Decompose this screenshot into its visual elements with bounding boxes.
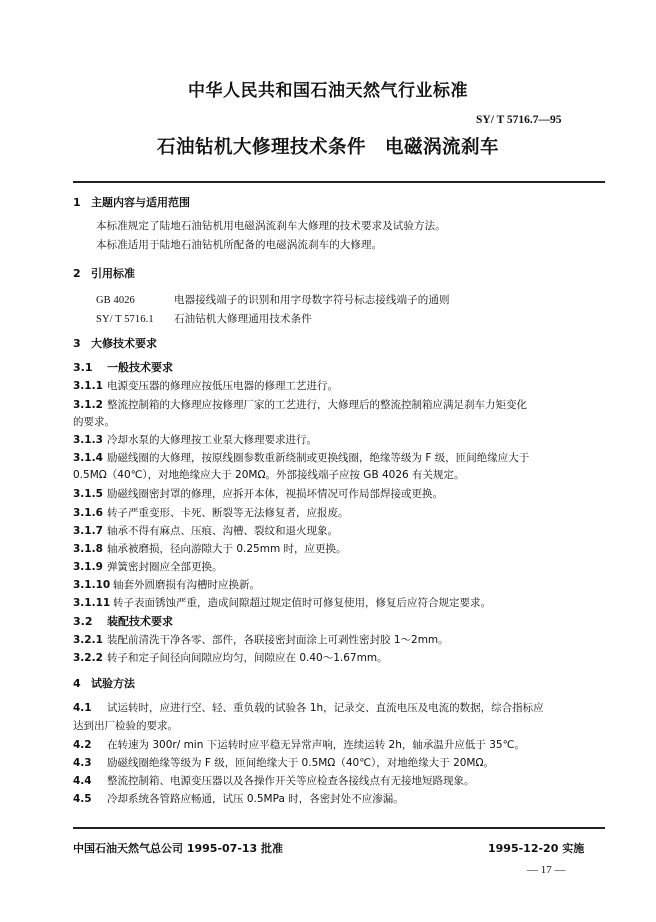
- standard-code: SY/ T 5716.7—95: [476, 114, 562, 126]
- bottom-divider: [73, 827, 605, 829]
- section-2-heading: [73, 265, 135, 281]
- clause-item: [73, 791, 404, 806]
- clause-number: 3.1.8: [73, 543, 103, 555]
- reference-title: 电器接线端子的识别和用字母数字符号标志接线端子的通则: [174, 294, 450, 306]
- section-1-paragraph: 本标准适用于陆地石油钻机所配备的电磁涡流刹车的大修理。: [96, 239, 383, 251]
- subsection-title: 一般技术要求: [107, 361, 173, 374]
- clause-number: 4.3: [73, 757, 92, 769]
- clause-number: 3.1.7: [73, 525, 103, 537]
- clause-number: 3.1.5: [73, 488, 103, 500]
- approval-statement: 中国石油天然气总公司 1995-07-13 批准: [73, 842, 284, 855]
- clause-number: 3.1.2: [73, 399, 103, 411]
- page-number: — 17 —: [527, 864, 566, 876]
- implementation-date: 1995-12-20 实施: [488, 842, 585, 855]
- clause-text: 试运转时，应进行空、轻、重负载的试验各 1h，记录交、直流电压及电流的数据，综合指标应: [107, 702, 544, 714]
- clause-item: [73, 559, 223, 574]
- clause-item: [73, 450, 529, 465]
- clause-text: 装配前清洗干净各零、部件，各联接密封面涂上可剥性密封胶 1～2mm。: [107, 634, 449, 646]
- reference-item: [96, 311, 312, 326]
- clause-continuation: 0.5MΩ（40℃），对地绝缘应大于 20MΩ。外部接线端子应按 GB 4026 有关规定。: [73, 469, 465, 481]
- clause-number: 4.1: [73, 702, 92, 714]
- section-1-paragraph: 本标准规定了陆地石油钻机用电磁涡流刹车大修理的技术要求及试验方法。: [96, 220, 446, 232]
- clause-text: 电源变压器的修理应按低压电器的修理工艺进行。: [107, 380, 338, 392]
- clause-item: [73, 378, 338, 393]
- clause-number: 4.4: [73, 775, 92, 787]
- clause-text: 整流控制箱、电源变压器以及各操作开关等应检查各接线点有无接地短路现象。: [107, 775, 475, 787]
- clause-item: [73, 595, 491, 610]
- top-divider: [73, 181, 605, 183]
- clause-item: [73, 577, 260, 592]
- clause-continuation: 达到出厂检验的要求。: [73, 720, 178, 732]
- clause-item: [73, 773, 475, 788]
- reference-title: 石油钻机大修理通用技术条件: [174, 313, 312, 325]
- clause-text: 转子严重变形、卡死、断裂等无法修复者，应报废。: [107, 507, 349, 519]
- subsection-heading: [73, 359, 173, 375]
- clause-text: 冷却水泵的大修理按工业泵大修理要求进行。: [107, 434, 317, 446]
- clause-number: 3.1.4: [73, 452, 103, 464]
- clause-text: 轴承不得有麻点、压痕、沟槽、裂纹和退火现象。: [107, 525, 338, 537]
- section-4-heading: [73, 675, 135, 691]
- clause-item: [73, 755, 494, 770]
- subsection-number: 3.2: [73, 615, 93, 628]
- clause-text: 轴承被磨损，径向游隙大于 0.25mm 时，应更换。: [107, 543, 347, 555]
- clause-item: [73, 486, 443, 501]
- clause-item: [73, 650, 388, 665]
- clause-item: [73, 541, 347, 556]
- reference-code: SY/ T 5716.1: [96, 314, 154, 325]
- clause-item: [73, 632, 449, 647]
- clause-number: 3.1.6: [73, 507, 103, 519]
- subsection-heading: [73, 613, 173, 629]
- clause-text: 弹簧密封圈应全部更换。: [107, 561, 223, 573]
- clause-number: 3.1.3: [73, 434, 103, 446]
- section-number: 3: [73, 337, 81, 350]
- section-number: 2: [73, 267, 81, 280]
- clause-text: 轴套外圆磨损有沟槽时应换新。: [113, 579, 260, 591]
- reference-item: [96, 292, 450, 307]
- clause-item: [73, 700, 544, 715]
- subsection-title: 装配技术要求: [107, 615, 173, 628]
- section-3-heading: [73, 335, 157, 351]
- clause-number: 4.5: [73, 793, 92, 805]
- clause-number: 3.1.10: [73, 579, 111, 591]
- clause-text: 在转速为 300r/ min 下运转时应平稳无异常声响，连续运转 2h，轴承温升应低于 35℃。: [107, 739, 525, 751]
- section-number: 1: [73, 196, 81, 209]
- subsection-number: 3.1: [73, 361, 93, 374]
- clause-number: 3.2.2: [73, 652, 103, 664]
- clause-number: 3.1.11: [73, 597, 111, 609]
- section-title: 试验方法: [91, 677, 135, 690]
- section-number: 4: [73, 677, 81, 690]
- clause-item: [73, 432, 317, 447]
- clause-text: 励磁线圈绝缘等级为 F 级，匝间绝缘大于 0.5MΩ（40℃），对地绝缘大于 20MΩ。: [107, 757, 495, 769]
- clause-item: [73, 737, 525, 752]
- clause-text: 励磁线圈的大修理，按原线圈参数重新绕制或更换线圈，绝缘等级为 F 级，匝间绝缘应大于: [107, 452, 530, 464]
- clause-item: [73, 523, 338, 538]
- clause-text: 转子表面锈蚀严重，造成间隙超过规定值时可修复使用，修复后应符合规定要求。: [113, 597, 491, 609]
- issuing-authority-heading: 中华人民共和国石油天然气行业标准: [188, 81, 468, 101]
- clause-number: 3.1.9: [73, 561, 103, 573]
- reference-code: GB 4026: [96, 295, 135, 306]
- clause-text: 整流控制箱的大修理应按修理厂家的工艺进行，大修理后的整流控制箱应满足刹车力矩变化: [107, 399, 527, 411]
- clause-item: [73, 397, 527, 412]
- clause-item: [73, 505, 349, 520]
- section-1-heading: [73, 194, 190, 210]
- clause-number: 4.2: [73, 739, 92, 751]
- clause-number: 3.1.1: [73, 380, 103, 392]
- section-title: 大修技术要求: [91, 337, 157, 350]
- section-title: 主题内容与适用范围: [91, 196, 190, 209]
- section-title: 引用标准: [91, 267, 135, 280]
- clause-continuation: 的要求。: [73, 416, 115, 428]
- clause-text: 转子和定子间径向间隙应均匀，间隙应在 0.40～1.67mm。: [107, 652, 388, 664]
- document-title: 石油钻机大修理技术条件 电磁涡流刹车: [156, 137, 499, 158]
- clause-text: 冷却系统各管路应畅通，试压 0.5MPa 时，各密封处不应渗漏。: [107, 793, 404, 805]
- clause-number: 3.2.1: [73, 634, 103, 646]
- clause-text: 励磁线圈密封罩的修理，应拆开本体，视损坏情况可作局部焊接或更换。: [107, 488, 443, 500]
